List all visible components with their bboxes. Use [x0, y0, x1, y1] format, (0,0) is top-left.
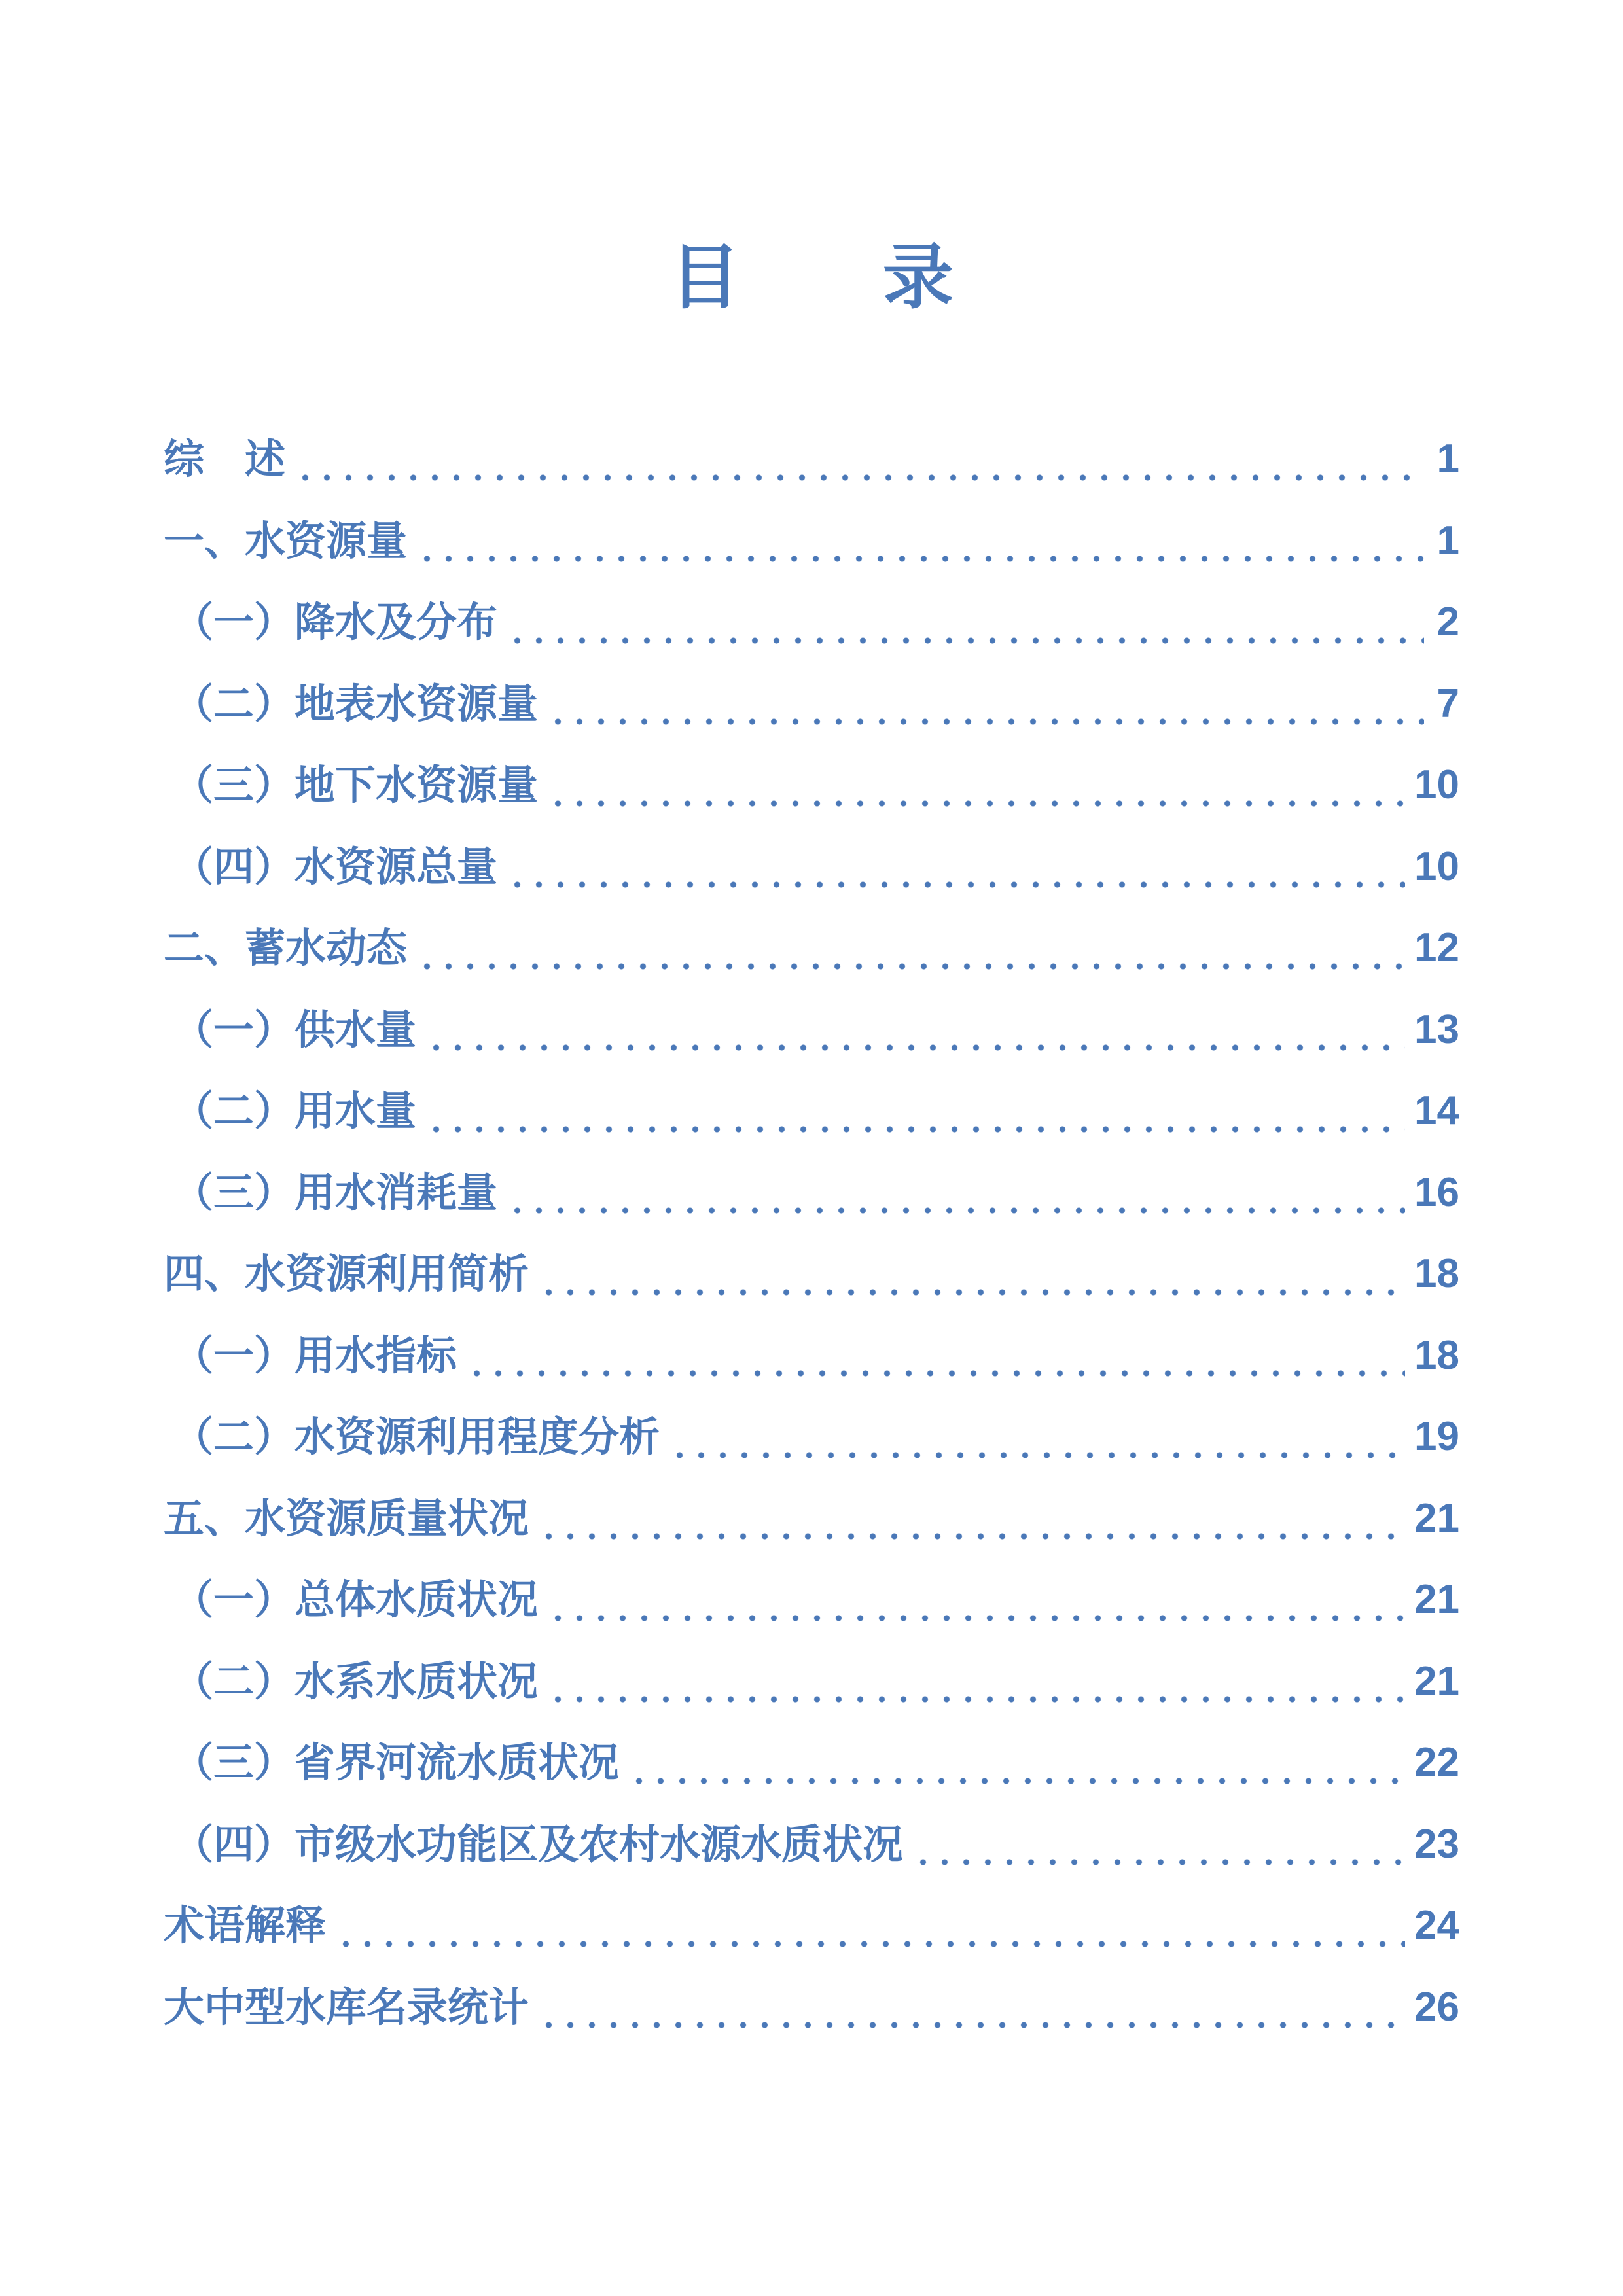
toc-entry-label: （四）水资源总量: [173, 842, 498, 891]
toc-dot-leader: [466, 1337, 1405, 1378]
toc-entry-label: 五、水资源质量状况: [164, 1494, 529, 1542]
toc-entry[interactable]: [164, 419, 1459, 501]
toc-dot-leader: [538, 1500, 1405, 1541]
toc-entry-page-number: 16: [1414, 1169, 1459, 1215]
toc-entry-page-number: 10: [1414, 762, 1459, 807]
toc-dot-leader: [416, 930, 1405, 971]
toc-entry[interactable]: [164, 663, 1459, 745]
toc-dot-leader: [547, 1582, 1405, 1623]
toc-entry-page-number: 21: [1414, 1658, 1459, 1704]
toc-entry[interactable]: [164, 1396, 1459, 1478]
toc-entry[interactable]: [164, 1070, 1459, 1152]
toc-entry-label: 综 述: [164, 435, 286, 483]
toc-entry-label: 大中型水库名录统计: [164, 1983, 529, 2031]
toc-entry-page-number: 13: [1414, 1006, 1459, 1052]
toc-dot-leader: [335, 1908, 1405, 1949]
toc-dot-leader: [294, 442, 1424, 482]
toc-entry-page-number: 1: [1436, 518, 1459, 563]
toc-entry-label: （四）市级水功能区及农村水源水质状况: [173, 1820, 904, 1868]
toc-dot-leader: [425, 1093, 1405, 1134]
toc-entry-label: （一）降水及分布: [173, 598, 498, 646]
toc-entry-label: （二）用水量: [173, 1087, 417, 1135]
toc-dot-leader: [538, 1989, 1405, 2030]
toc-entry-label: （二）水系水质状况: [173, 1657, 539, 1705]
toc-dot-leader: [507, 605, 1424, 645]
toc-entry[interactable]: [164, 1152, 1459, 1234]
page-title: 目 录: [669, 237, 1012, 319]
toc-entry[interactable]: [164, 1478, 1459, 1560]
toc-entry-label: （一）供水量: [173, 1005, 417, 1053]
toc-entry-page-number: 21: [1414, 1495, 1459, 1541]
toc-entry-page-number: 18: [1414, 1332, 1459, 1378]
toc-entry-label: （三）地下水资源量: [173, 761, 539, 809]
toc-entry-label: 术语解释: [164, 1901, 327, 1949]
toc-entry-page-number: 19: [1414, 1414, 1459, 1459]
toc-dot-leader: [538, 1256, 1405, 1297]
toc-dot-leader: [416, 523, 1424, 563]
toc-entry-page-number: 26: [1414, 1984, 1459, 2030]
toc-entry-label: （一）用水指标: [173, 1331, 457, 1379]
toc-dot-leader: [547, 1663, 1405, 1704]
toc-dot-leader: [912, 1826, 1405, 1867]
toc-entry-page-number: 2: [1436, 599, 1459, 645]
toc-entry-label: （二）地表水资源量: [173, 679, 539, 728]
toc-dot-leader: [547, 686, 1424, 726]
toc-entry[interactable]: [164, 1885, 1459, 1967]
toc-entry[interactable]: [164, 582, 1459, 663]
toc-entry[interactable]: [164, 1804, 1459, 1886]
toc-entry-page-number: 14: [1414, 1088, 1459, 1133]
toc-entry[interactable]: [164, 1722, 1459, 1804]
toc-entry-page-number: 24: [1414, 1903, 1459, 1948]
toc-entry[interactable]: [164, 908, 1459, 989]
toc-entry-page-number: 12: [1414, 925, 1459, 970]
toc-entry-page-number: 1: [1436, 436, 1459, 482]
toc-entry-label: 二、蓄水动态: [164, 924, 408, 972]
toc-entry-page-number: 18: [1414, 1251, 1459, 1296]
toc-entry[interactable]: [164, 501, 1459, 582]
toc-entry[interactable]: [164, 745, 1459, 826]
toc-dot-leader: [507, 849, 1405, 889]
toc-entry-label: （三）用水消耗量: [173, 1168, 498, 1216]
toc-entry-label: （三）省界河流水质状况: [173, 1739, 620, 1786]
toc-entry-page-number: 22: [1414, 1740, 1459, 1785]
toc-entry[interactable]: [164, 1641, 1459, 1723]
toc-entry[interactable]: [164, 1315, 1459, 1397]
toc-entry-label: （一）总体水质状况: [173, 1576, 539, 1623]
toc-dot-leader: [628, 1745, 1405, 1786]
toc-entry-page-number: 23: [1414, 1821, 1459, 1867]
toc-entry[interactable]: [164, 1967, 1459, 2049]
toc-dot-leader: [547, 768, 1405, 808]
toc-entry-page-number: 10: [1414, 843, 1459, 889]
toc-entry-label: 一、水资源量: [164, 516, 408, 565]
toc-entry[interactable]: [164, 826, 1459, 908]
toc-entry-page-number: 7: [1436, 680, 1459, 726]
toc-entry-label: （二）水资源利用程度分析: [173, 1413, 660, 1460]
toc-entry[interactable]: [164, 989, 1459, 1071]
toc-entry[interactable]: [164, 1559, 1459, 1641]
toc-entry-label: 四、水资源利用简析: [164, 1250, 529, 1298]
table-of-contents: [164, 419, 1459, 2048]
toc-dot-leader: [425, 1012, 1405, 1052]
toc-dot-leader: [507, 1174, 1405, 1215]
toc-entry[interactable]: [164, 1233, 1459, 1315]
toc-dot-leader: [669, 1419, 1405, 1460]
toc-entry-page-number: 21: [1414, 1577, 1459, 1622]
